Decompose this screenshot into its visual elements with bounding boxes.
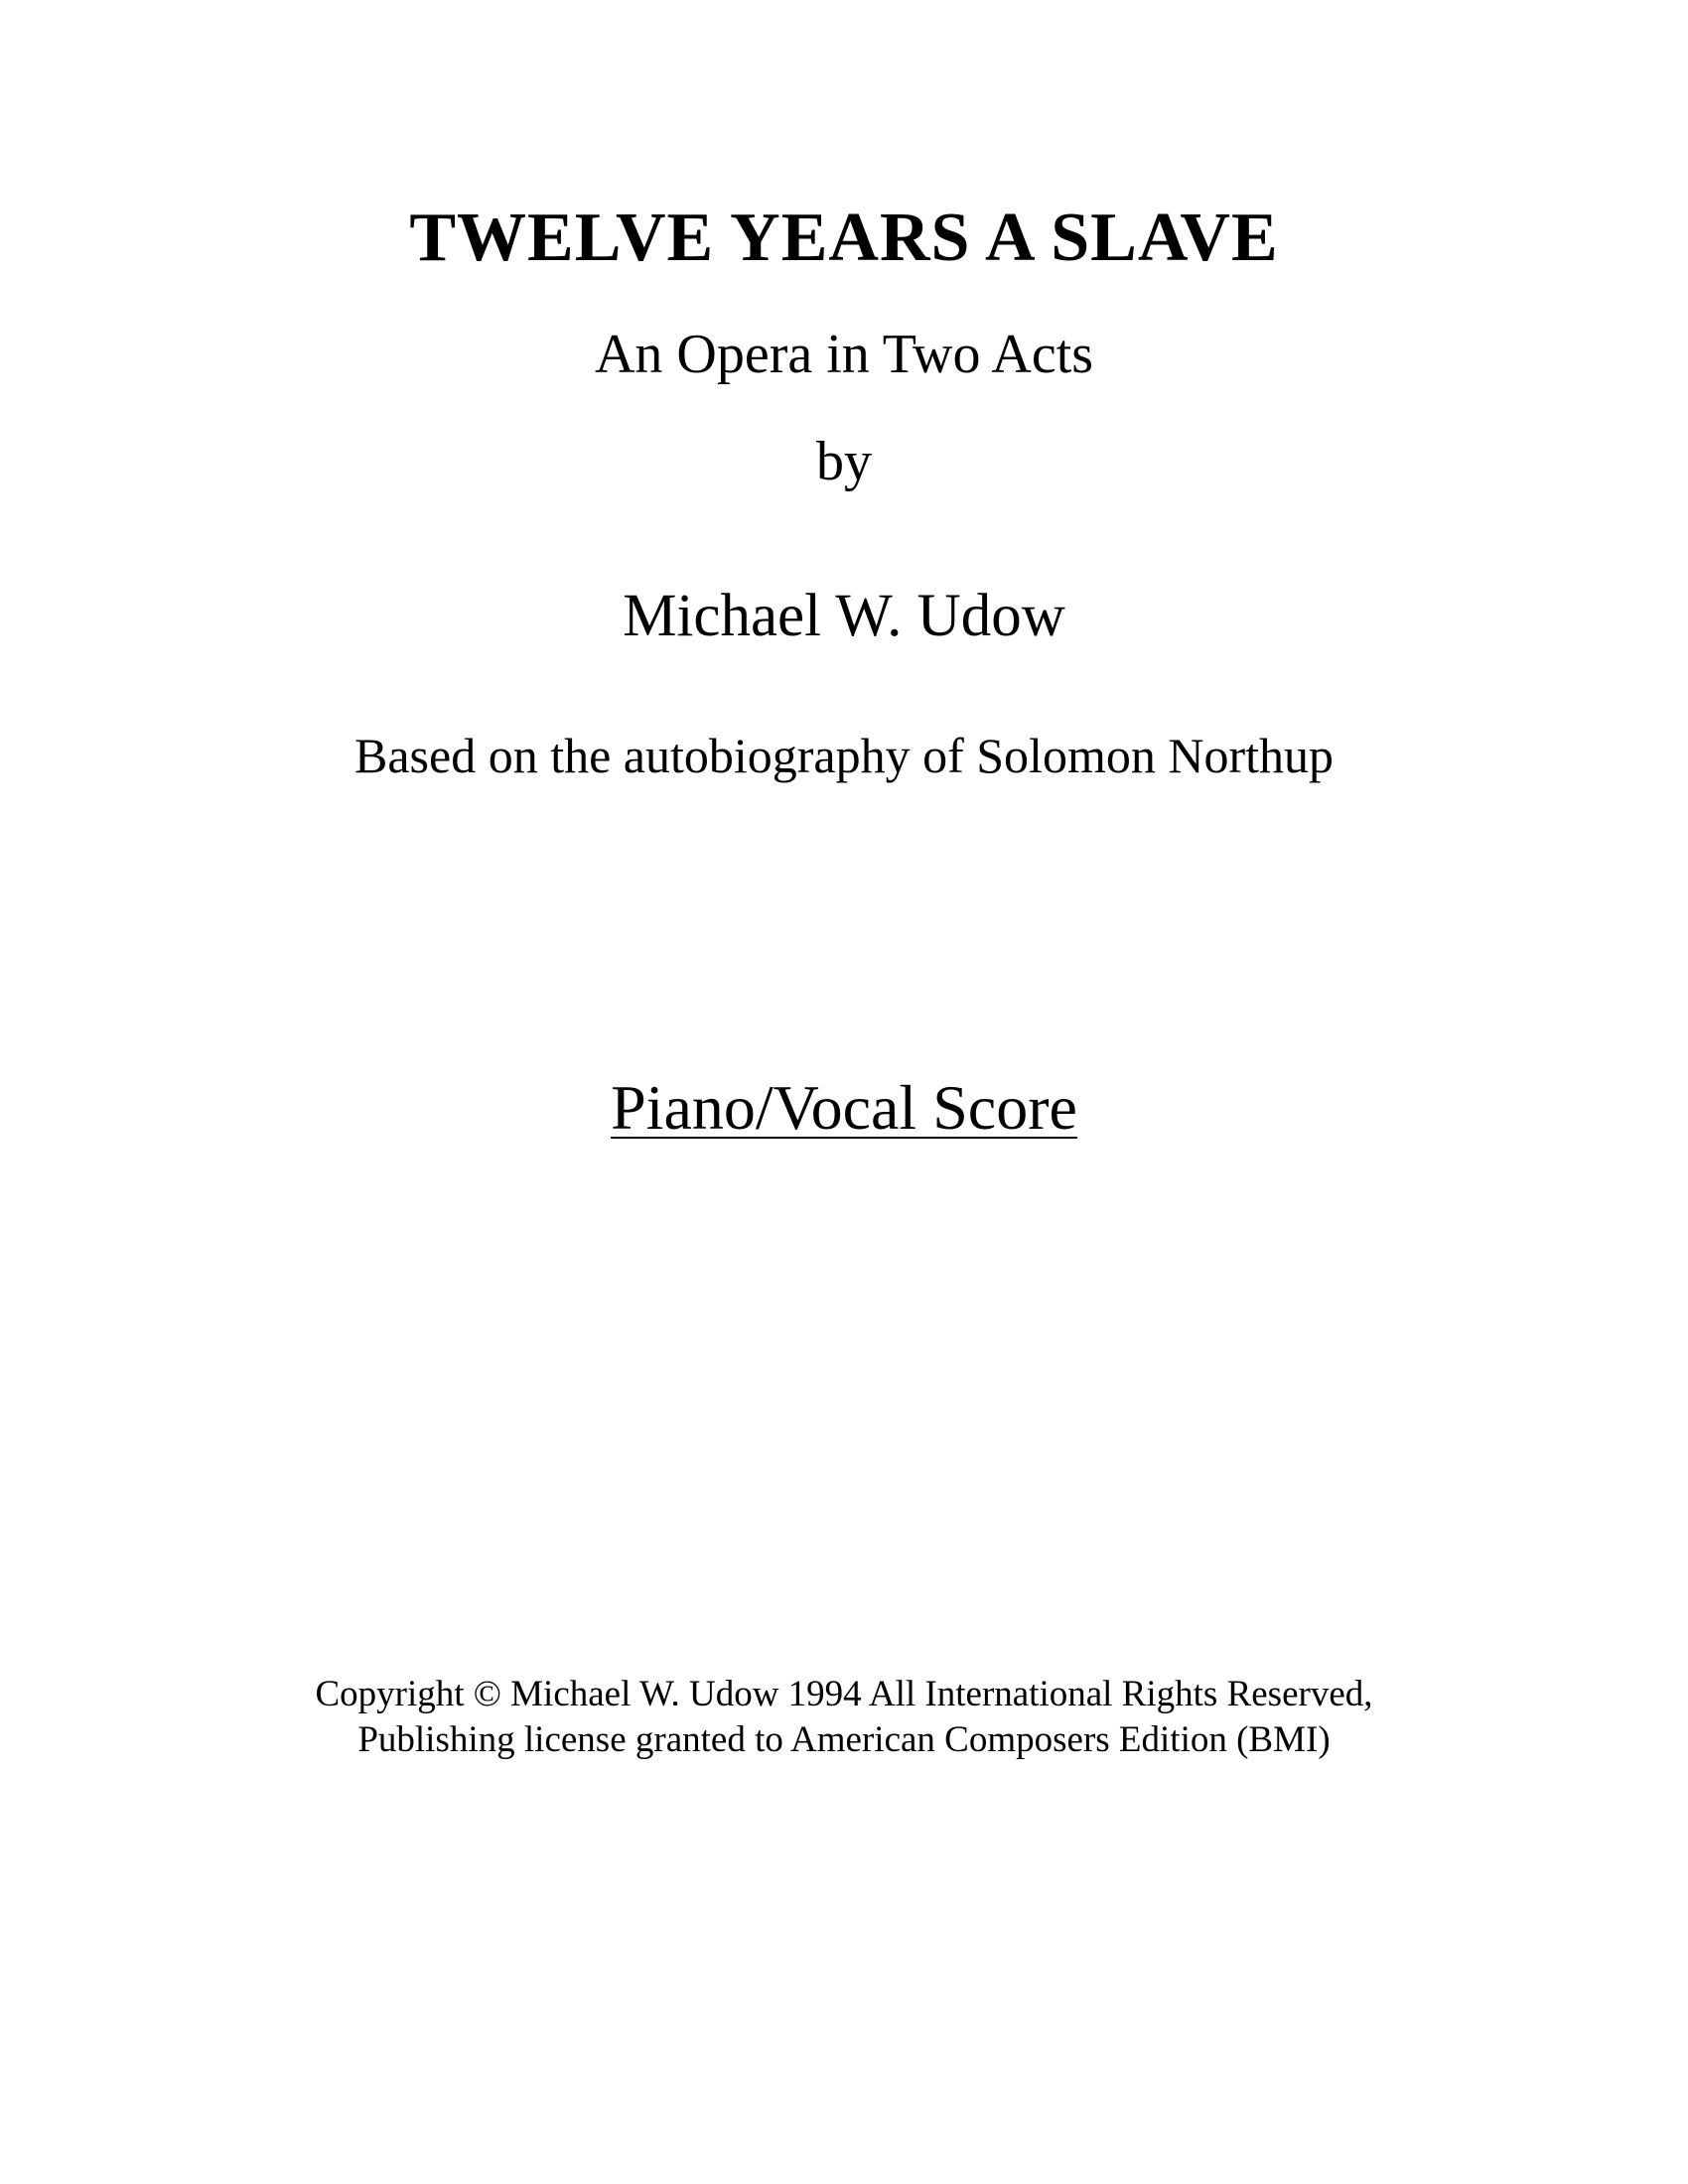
copyright-line-1: Copyright © Michael W. Udow 1994 All International Rights Reserved, [315, 1674, 1373, 1714]
source-credit: Based on the autobiography of Solomon Northup [354, 728, 1334, 783]
opera-subtitle: An Opera in Two Acts [594, 324, 1094, 385]
score-type-heading [0, 1072, 1688, 1143]
composer-name: Michael W. Udow [623, 583, 1065, 649]
opera-title: TWELVE YEARS A SLAVE [409, 200, 1279, 276]
score-type-label: Piano/Vocal Score [611, 1072, 1077, 1143]
copyright-line-2: Publishing license granted to American Composers Edition (BMI) [357, 1719, 1331, 1760]
by-text: by [816, 431, 872, 492]
